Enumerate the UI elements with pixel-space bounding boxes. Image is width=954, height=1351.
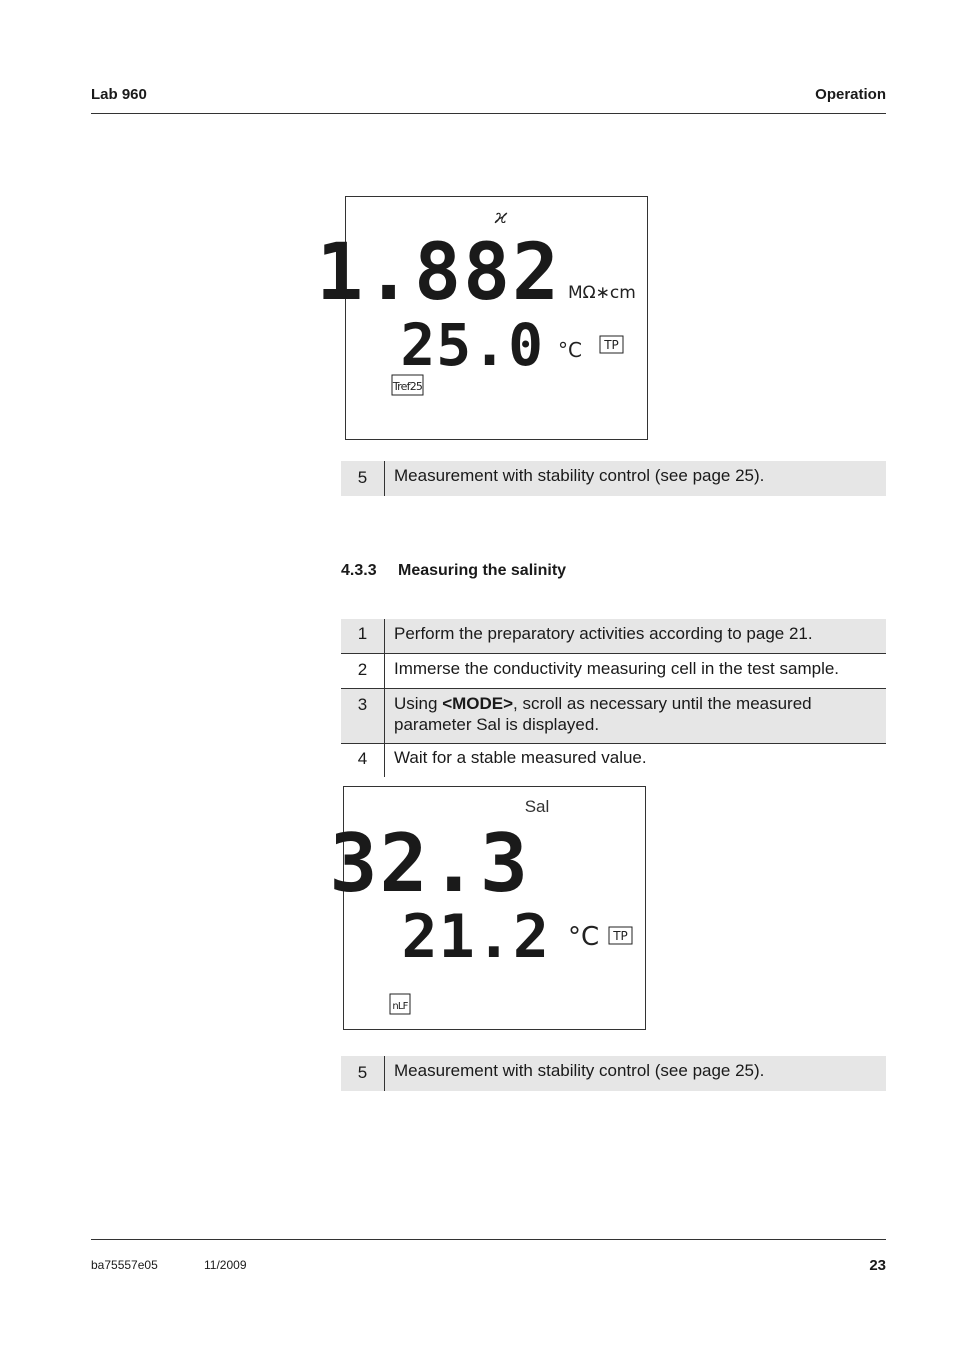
step-text-before: Using xyxy=(394,694,443,713)
display-parameter-label: Sal xyxy=(524,797,550,816)
section-heading xyxy=(341,562,566,580)
display-main-value: 32.3 xyxy=(329,817,530,910)
footer-document-id: ba75557e05 xyxy=(91,1258,158,1272)
step-row xyxy=(341,654,886,689)
step-text: Perform the preparatory activities according to page 21. xyxy=(385,619,887,654)
step-number: 5 xyxy=(341,461,385,496)
step-text: Measurement with stability control (see page 25). xyxy=(394,466,765,485)
display-temp-unit: °C xyxy=(568,922,600,952)
step-text: Measurement with stability control (see page 25). xyxy=(394,1061,765,1080)
section-title: Measuring the salinity xyxy=(398,562,567,579)
display-main-unit: MΩ∗cm xyxy=(568,283,636,303)
footer-rule xyxy=(91,1239,886,1240)
svg-text:1.882: 1.882 xyxy=(316,228,561,318)
step-table-bottom xyxy=(341,1056,886,1091)
display-main-value xyxy=(316,228,561,318)
step-table-top xyxy=(341,461,886,496)
footer-date: 11/2009 xyxy=(204,1258,247,1272)
step-text xyxy=(385,689,887,744)
meter-display-conductivity xyxy=(316,196,648,440)
section-number: 4.3.3 xyxy=(341,562,377,579)
header-rule xyxy=(91,113,886,114)
step-number: 2 xyxy=(341,654,385,689)
step-text-after: , scroll as necessary until the measured parameter Sal is displayed. xyxy=(394,694,812,734)
step-row xyxy=(341,619,886,654)
step-text: Immerse the conductivity measuring cell in the test sample. xyxy=(385,654,887,689)
page-number: 23 xyxy=(869,1257,886,1274)
display-temp-unit: °C xyxy=(558,338,582,362)
meter-display-salinity xyxy=(329,786,646,1030)
step-row xyxy=(341,744,886,778)
step-number: 5 xyxy=(341,1056,385,1091)
tp-indicator: TP xyxy=(613,929,628,943)
tp-indicator: TP xyxy=(604,338,619,352)
step-row xyxy=(341,461,886,496)
nlf-indicator: nLF xyxy=(392,1001,408,1012)
step-number: 3 xyxy=(341,689,385,744)
display-temp-value: 25.0 xyxy=(400,311,544,379)
running-header-chapter: Operation xyxy=(815,86,886,103)
display-symbol: ϰ xyxy=(494,204,508,228)
step-table-salinity xyxy=(341,619,886,777)
step-row xyxy=(341,689,886,744)
display-temp-value: 21.2 xyxy=(401,902,550,972)
step-text: Wait for a stable measured value. xyxy=(394,748,647,767)
step-row xyxy=(341,1056,886,1091)
tref-indicator: Tref25 xyxy=(392,380,423,393)
step-number: 1 xyxy=(341,619,385,654)
mode-key-label: <MODE> xyxy=(442,694,514,713)
running-header-title: Lab 960 xyxy=(91,86,147,103)
step-number: 4 xyxy=(341,744,385,778)
